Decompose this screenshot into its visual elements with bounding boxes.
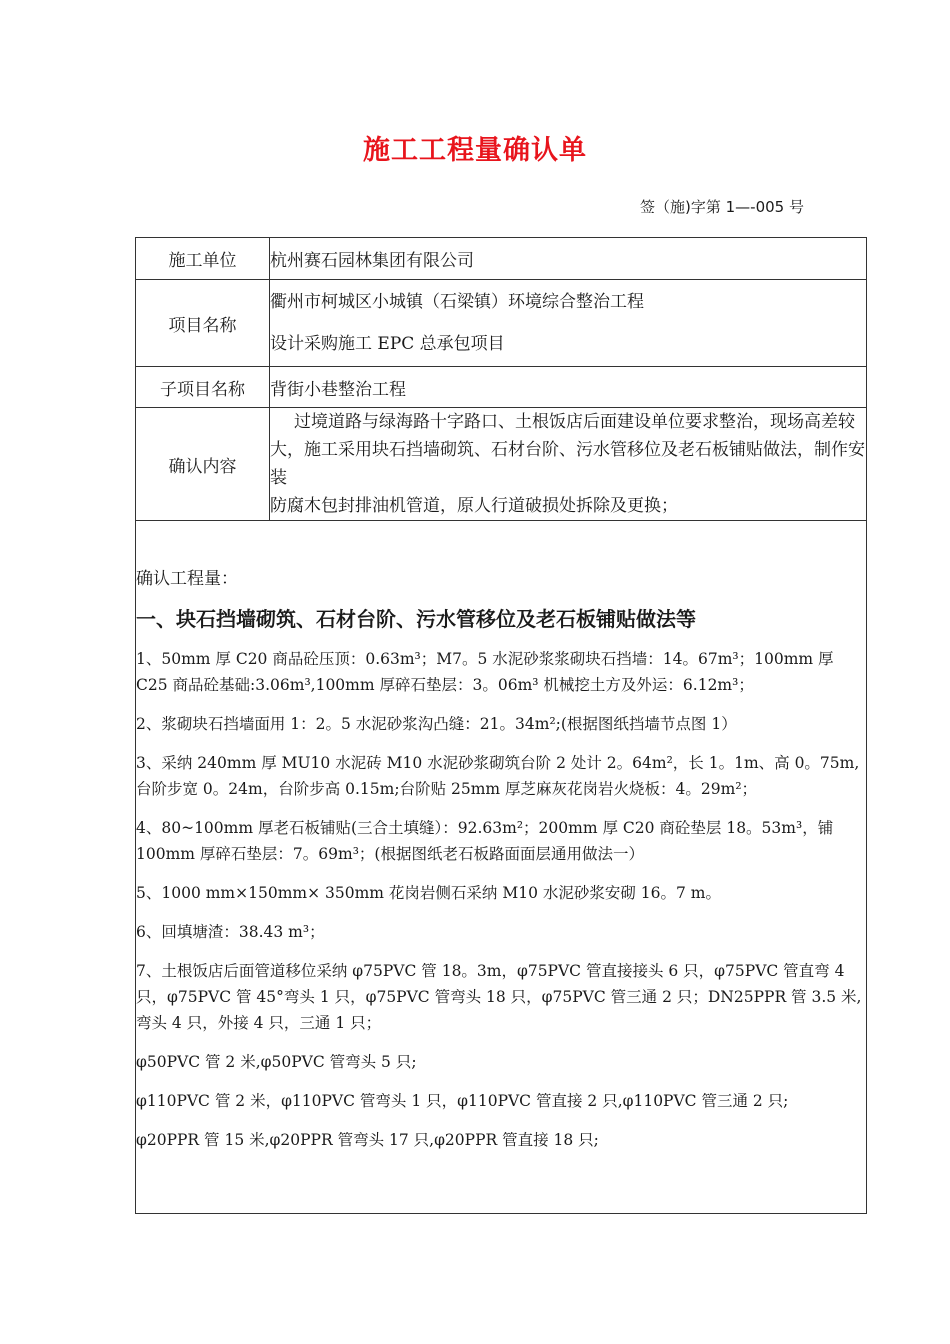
subproject-name-value: 背街小巷整治工程 [270,367,867,408]
quantity-item: φ20PPR 管 15 米,φ20PPR 管弯头 17 只,φ20PPR 管直接 18 只; [136,1131,599,1149]
confirmed-quantities-cell [136,521,867,1214]
quantity-item: 3、采纳 240mm 厚 MU10 水泥砖 M10 水泥砂浆砌筑台阶 2 处计 2。64m²，长 1。1m、高 0。75m,台阶步宽 0。24m，台阶步高 0.15m;台阶贴 25mm 厚芝麻灰花岗岩火烧板：4。29m²； [136,754,860,798]
quantity-item: 2、浆砌块石挡墙面用 1：2。5 水泥砂浆沟凸缝：21。34m²;(根据图纸挡墙节点图 1） [136,715,737,733]
project-name-label: 项目名称 [136,280,270,367]
quantity-item: 5、1000 mm×150mm× 350mm 花岗岩侧石采纳 M10 水泥砂浆安砌 16。7 m。 [136,884,722,902]
project-name-line-1: 衢州市柯城区小城镇（石梁镇）环境综合整治工程 [270,292,644,312]
confirmation-form-table [135,237,867,1214]
row-subproject-name [136,367,867,408]
quantity-item: 4、80~100mm 厚老石板铺贴(三合土填缝）：92.63m²；200mm 厚 C20 商砼垫层 18。53m³，铺 100mm 厚碎石垫层：7。69m³；(根据图纸老石板路面面层通用做法一） [136,819,834,863]
quantity-item: φ50PVC 管 2 米,φ50PVC 管弯头 5 只; [136,1053,417,1071]
confirm-content-line-3: 防腐木包封排油机管道，原人行道破损处拆除及更换； [270,496,678,516]
row-construction-unit [136,238,867,280]
quantity-item: φ110PVC 管 2 米，φ110PVC 管弯头 1 只，φ110PVC 管直接 2 只,φ110PVC 管三通 2 只; [136,1092,789,1110]
section-heading: 一、块石挡墙砌筑、石材台阶、污水管移位及老石板铺贴做法等 [136,607,696,631]
project-name-line-2: 设计采购施工 EPC 总承包项目 [270,334,505,354]
construction-unit-label: 施工单位 [136,238,270,280]
row-project-name [136,280,867,367]
row-confirm-content [136,408,867,521]
row-confirmed-quantities [136,521,867,1214]
document-title: 施工工程量确认单 [363,135,587,166]
confirm-content-line-2: 大，施工采用块石挡墙砌筑、石材台阶、污水管移位及老石板铺贴做法，制作安装 [270,440,865,488]
project-name-cell [270,280,867,367]
confirm-content-label: 确认内容 [136,408,270,521]
construction-unit-value: 杭州赛石园林集团有限公司 [270,238,867,280]
confirm-content-cell [270,408,867,521]
confirm-content-line-1: 过境道路与绿海路十字路口、土根饭店后面建设单位要求整治，现场高差较 [294,412,855,432]
quantity-item: 6、回填塘渣：38.43 m³； [136,923,325,941]
document-number: 签（施)字第 1—-005 号 [640,198,804,216]
quantity-item: 7、土根饭店后面管道移位采纳 φ75PVC 管 18。3m，φ75PVC 管直接接头 6 只，φ75PVC 管直弯 4 只，φ75PVC 管 45°弯头 1 只，φ75PVC 管弯头 18 只，φ75PVC 管三通 2 只；DN25PPR 管 3.5 米,弯头 4 只，外接 4 只，三通 1 只； [136,962,862,1032]
subproject-name-label: 子项目名称 [136,367,270,408]
confirmed-quantities-label: 确认工程量： [136,569,238,589]
quantity-item: 1、50mm 厚 C20 商品砼压顶：0.63m³；M7。5 水泥砂浆浆砌块石挡墙：14。67m³；100mm 厚 C25 商品砼基础:3.06m³,100mm 厚碎石垫层：3。06m³ 机械挖土方及外运：6.12m³； [136,650,834,694]
